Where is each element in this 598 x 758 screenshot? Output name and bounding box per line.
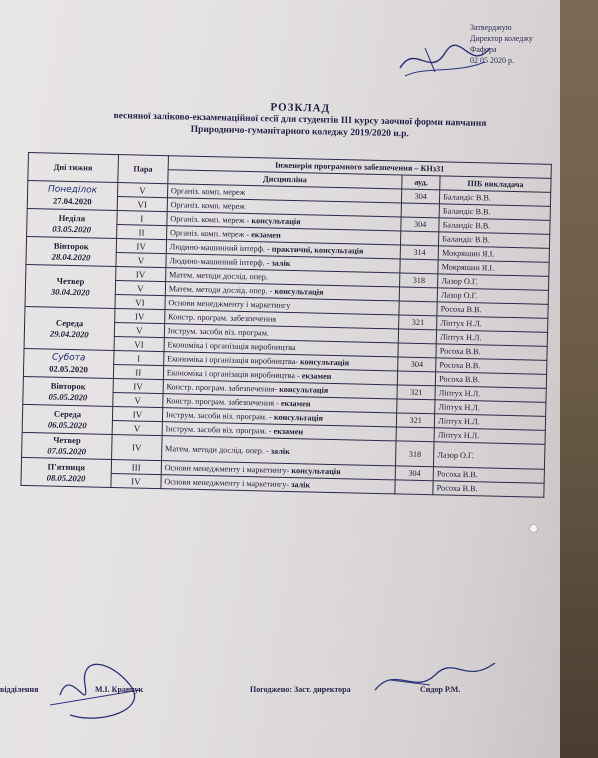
teacher-cell: Росоха В.В. xyxy=(433,467,544,484)
schedule-table xyxy=(20,152,551,498)
teacher-cell: Баландіс В.В. xyxy=(439,232,550,249)
para-cell: IV xyxy=(116,239,166,254)
teacher-cell: Росоха В.В. xyxy=(436,358,547,375)
discipline-name: Організ. комп. мереж xyxy=(170,186,246,197)
para-cell: IV xyxy=(112,406,162,421)
teacher-cell: Росоха В.В. xyxy=(435,372,546,389)
discipline-name: Організ. комп. мереж - xyxy=(169,228,252,240)
aud-cell: 321 xyxy=(397,385,435,400)
para-cell: V xyxy=(117,183,167,198)
para-cell: VI xyxy=(114,337,164,352)
day-date: 28.04.2020 xyxy=(51,251,91,262)
teacher-cell: Росоха В.В. xyxy=(433,481,544,498)
para-cell: VI xyxy=(117,197,167,212)
discipline-name: Людино-машинний інтерф. - xyxy=(169,256,272,268)
discipline-type: залік xyxy=(270,446,290,456)
teacher-cell: Ліптух Н.Л. xyxy=(435,386,546,403)
header-program: Інженерія програмного забезпечення – КНз31 xyxy=(168,156,551,179)
discipline-type: консультація xyxy=(279,384,329,395)
discipline-name: Організ. комп. мереж xyxy=(170,200,246,211)
aud-cell: 314 xyxy=(400,245,438,260)
day-cell xyxy=(22,432,112,459)
aud-cell xyxy=(395,480,433,495)
discipline-type: консультація xyxy=(251,216,301,227)
day-cell xyxy=(23,376,114,406)
header-days: Дні тижня xyxy=(28,153,119,183)
approval-line-1: Затверджую xyxy=(470,23,512,32)
discipline-name: Констр. програм. забезпечення - xyxy=(166,396,282,408)
approval-line-3: Фафора xyxy=(470,45,497,54)
teacher-cell: Ліптух Н.Л. xyxy=(436,330,547,347)
aud-cell xyxy=(398,343,436,358)
day-cell xyxy=(27,208,118,238)
day-name: Четвер xyxy=(53,434,81,446)
aud-cell: 318 xyxy=(396,441,434,467)
approval-line-2: Директор коледжу xyxy=(470,34,533,43)
para-cell: I xyxy=(117,211,167,226)
para-cell: II xyxy=(113,364,163,379)
document-subtitle-1: весняної заліково-екзаменаційної сесії для студентів III курсу заочної форми навчання xyxy=(113,111,487,129)
day-date: 30.04.2020 xyxy=(50,286,90,297)
teacher-cell: Ліптух Н.Л. xyxy=(435,400,546,417)
para-cell: V xyxy=(113,392,163,407)
day-name: Вівторок xyxy=(50,380,86,391)
footer-department-label: відділення xyxy=(0,685,39,694)
aud-cell: 321 xyxy=(399,315,437,330)
day-name: Понеділок xyxy=(47,183,98,196)
day-name: Середа xyxy=(55,317,84,328)
para-cell: IV xyxy=(111,434,161,460)
header-para: Пара xyxy=(118,155,169,184)
day-date: 05.05.2020 xyxy=(48,391,88,402)
day-cell xyxy=(25,264,116,308)
aud-cell xyxy=(399,329,437,344)
discipline-name: Людино-машинний інтерф. - xyxy=(169,242,272,254)
footer-deputy-name: Сидор Р.М. xyxy=(420,685,461,694)
discipline-name: Основи менеджменту і маркетингу- xyxy=(164,477,292,490)
day-cell xyxy=(26,236,117,266)
day-date: 03.05.2020 xyxy=(52,223,92,234)
discipline-name: Організ. комп. мереж - xyxy=(170,214,252,226)
discipline-type: консультація xyxy=(291,466,341,477)
aud-cell: 318 xyxy=(400,273,438,288)
teacher-cell: Росоха В.В. xyxy=(437,302,548,319)
para-cell: I xyxy=(114,351,164,366)
day-name: П'ятниця xyxy=(47,461,86,472)
discipline-type: залік xyxy=(271,258,291,268)
teacher-cell: Лазор О.Г. xyxy=(438,274,549,291)
teacher-cell: Мокряшин Я.І. xyxy=(438,260,549,277)
para-cell: IV xyxy=(115,309,165,324)
para-cell: IV xyxy=(111,473,161,488)
discipline-type: практичні, консультація xyxy=(271,244,364,256)
day-name: Вівторок xyxy=(53,240,89,251)
day-name: Субота xyxy=(51,352,86,363)
aud-cell xyxy=(399,301,437,316)
aud-cell xyxy=(398,371,436,386)
aud-cell: 304 xyxy=(401,217,439,232)
director-signature xyxy=(395,38,495,83)
teacher-cell: Мокряшин Я.І. xyxy=(438,246,549,263)
aud-cell xyxy=(401,231,439,246)
head-signature xyxy=(40,655,150,735)
teacher-cell: Ліптух Н.Л. xyxy=(435,414,546,431)
aud-cell xyxy=(397,399,435,414)
discipline-name: Основи менеджменту і маркетингу xyxy=(168,298,291,310)
teacher-cell: Ліптух Н.Л. xyxy=(437,316,548,333)
aud-cell: 304 xyxy=(402,189,440,204)
para-cell: V xyxy=(114,323,164,338)
day-date: 07.05.2020 xyxy=(47,445,87,457)
discipline-name: Матем. методи дослід. опер. - xyxy=(168,284,275,296)
header-aud: ауд. xyxy=(402,175,440,190)
day-cell xyxy=(24,306,115,350)
day-cell xyxy=(23,348,114,378)
document-subtitle-2: Природничо-гуманітарного коледжу 2019/2020 н.р. xyxy=(190,124,409,140)
day-date: 08.05.2020 xyxy=(46,472,86,483)
discipline-name: Інструм. засоби віз. програм. xyxy=(167,326,270,338)
footer-agreed-label: Погоджено: Заст. директора xyxy=(250,685,351,694)
discipline-type: екзамен xyxy=(301,371,332,381)
teacher-cell: Росоха В.В. xyxy=(436,344,547,361)
day-date: 06.05.2020 xyxy=(47,419,87,430)
discipline-name: Основи менеджменту і маркетингу- xyxy=(164,463,292,476)
discipline-type: залік xyxy=(291,480,311,490)
discipline-type: екзамен xyxy=(280,398,311,409)
para-cell: V xyxy=(112,420,162,435)
discipline-name: Констр. програм. забезпечення- xyxy=(166,382,280,394)
header-teacher: ПІБ викладача xyxy=(440,176,551,193)
discipline-name: Економіка і організація виробництва xyxy=(167,340,296,353)
day-date: 29.04.2020 xyxy=(49,328,89,339)
teacher-cell: Лазор О.Г. xyxy=(437,288,548,305)
discipline-name: Матем. методи дослід. опер. - xyxy=(165,443,271,456)
aud-cell: 304 xyxy=(398,357,436,372)
discipline-name: Економіка і організація виробництва - xyxy=(166,368,302,381)
para-cell: V xyxy=(116,253,166,268)
day-date: 27.04.2020 xyxy=(52,195,92,206)
teacher-cell: Ліптух Н.Л. xyxy=(434,428,545,445)
discipline-type: консультація xyxy=(273,412,324,423)
teacher-cell: Лазор О.Г. xyxy=(434,442,545,470)
day-name: Середа xyxy=(53,408,82,419)
para-cell: VI xyxy=(115,295,165,310)
day-name: Четвер xyxy=(56,275,85,286)
staple-hole xyxy=(530,525,537,532)
header-discipline: Дисципліна xyxy=(168,170,403,189)
aud-cell xyxy=(400,259,438,274)
day-name: Неділя xyxy=(58,212,86,223)
aud-cell xyxy=(399,287,437,302)
footer-department-head: М.І. Кравчук xyxy=(95,685,144,694)
day-cell xyxy=(22,404,113,434)
approval-date: 02 05 2020 р. xyxy=(470,56,514,65)
discipline-name: Інструм. засоби віз. програм. - xyxy=(165,424,274,436)
aud-cell xyxy=(396,427,434,442)
discipline-name: Матем. методи дослід. опер. xyxy=(168,270,269,282)
para-cell: IV xyxy=(115,267,165,282)
discipline-type: екзамен xyxy=(273,426,304,437)
discipline-name: Констр. програм. забезпечення xyxy=(168,312,277,324)
aud-cell: 304 xyxy=(395,466,433,481)
document-title: РОЗКЛАД xyxy=(270,101,331,115)
day-date: 02.05.2020 xyxy=(49,363,88,374)
discipline-type: екзамен xyxy=(251,230,281,240)
schedule-body xyxy=(21,181,551,498)
discipline-type: консультація xyxy=(274,286,324,297)
para-cell: III xyxy=(111,459,161,474)
aud-cell: 321 xyxy=(397,413,435,428)
discipline-name: Інструм. засоби віз. програм. - xyxy=(165,410,274,422)
document-title-block xyxy=(40,97,561,144)
para-cell: IV xyxy=(113,378,163,393)
teacher-cell: Баландіс В.В. xyxy=(439,218,550,235)
para-cell: II xyxy=(116,225,166,240)
para-cell: V xyxy=(115,281,165,296)
background-board xyxy=(560,0,598,758)
discipline-type: консультація xyxy=(299,357,350,368)
discipline-name: Економіка і організація виробництва- xyxy=(167,354,301,367)
teacher-cell: Баландіс В.В. xyxy=(439,204,550,221)
day-cell xyxy=(21,457,112,487)
teacher-cell: Баландіс В.В. xyxy=(440,190,551,207)
aud-cell xyxy=(401,203,439,218)
day-cell xyxy=(27,181,118,211)
